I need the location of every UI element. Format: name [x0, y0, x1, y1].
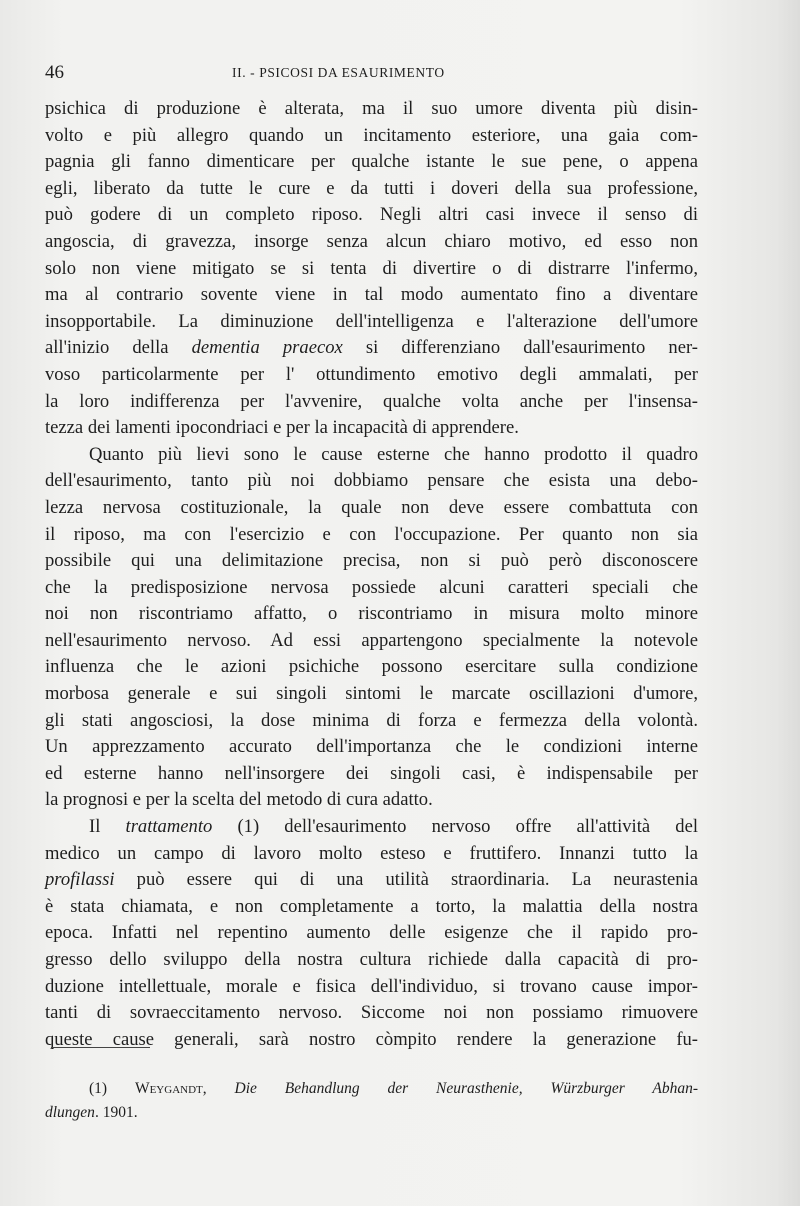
footnote-title: Die Behandlung der Neurasthenie, Würzburger Abhan-: [234, 1080, 699, 1097]
footnote-author: Weygandt: [134, 1080, 203, 1097]
text-line: è stata chiamata, e non completamente a torto, la malattia della nostra: [45, 895, 698, 917]
text-line: tanti di sovraeccitamento nervoso. Siccome noi non possiamo rimuovere: [45, 1002, 698, 1024]
page-header: [45, 62, 705, 86]
text-line: ed esterne hanno nell'insorgere dei singoli casi, è indispensabile per: [45, 762, 698, 784]
text-line: gli stati angosciosi, la dose minima di forza e fermezza della volontà.: [45, 709, 698, 731]
text-line: all'inizio della dementia praecox si differenziano dall'esaurimento ner-: [45, 337, 698, 359]
footnote-rule: [51, 1047, 150, 1048]
text-line: noi non riscontriamo affatto, o riscontriamo in misura molto minore: [45, 603, 698, 625]
text-line: pagnia gli fanno dimenticare per qualche istante le sue pene, o appena: [45, 151, 698, 173]
text-line: egli, liberato da tutte le cure e da tutti i doveri della sua professione,: [45, 177, 698, 199]
text-line: ma al contrario sovente viene in tal modo aumentato fino a diventare: [45, 284, 698, 306]
text-line: lezza nervosa costituzionale, la quale non deve essere combattuta con: [45, 496, 698, 518]
text-line: nell'esaurimento nervoso. Ad essi appartengono specialmente la notevole: [45, 629, 698, 651]
text-line: profilassi può essere qui di una utilità straordinaria. La neurastenia: [45, 869, 698, 891]
italic-term: trattamento: [125, 816, 213, 838]
text-line: Il trattamento (1) dell'esaurimento nervoso offre all'attività del: [89, 816, 698, 838]
italic-term: dementia praecox: [191, 337, 343, 359]
footnote-line-1: (1) Weygandt, Die Behandlung der Neurasthenie, Würzburger Abhan-: [89, 1080, 699, 1097]
footnote-line-2: dlungen. 1901.: [45, 1104, 138, 1121]
text-line: la prognosi e per la scelta del metodo di cura adatto.: [45, 789, 433, 811]
text-line: epoca. Infatti nel repentino aumento delle esigenze che il rapido pro-: [45, 922, 698, 944]
text-line: può godere di un completo riposo. Negli altri casi invece il senso di: [45, 204, 698, 226]
text-line: dell'esaurimento, tanto più noi dobbiamo pensare che esista una debo-: [45, 470, 698, 492]
text-line: Un apprezzamento accurato dell'importanza che le condizioni interne: [45, 736, 698, 758]
text-line: gresso dello sviluppo della nostra cultura richiede dalla capacità di pro-: [45, 949, 698, 970]
text-line: angoscia, di gravezza, insorge senza alcun chiaro motivo, ed esso non: [45, 230, 698, 252]
italic-term: profilassi: [45, 869, 115, 891]
text-line: solo non viene mitigato se si tenta di divertire o di distrarre l'infermo,: [45, 257, 698, 279]
running-head: II. - PSICOSI DA ESAURIMENTO: [232, 65, 445, 80]
text-line: morbosa generale e sui singoli sintomi le marcate oscillazioni d'umore,: [45, 683, 698, 705]
text-line: duzione intellettuale, morale e fisica dell'individuo, si trovano cause impor-: [45, 975, 698, 997]
page-number: 46: [45, 62, 64, 83]
text-line: influenza che le azioni psichiche possono esercitare sulla condizione: [45, 656, 698, 678]
text-line: possibile qui una delimitazione precisa, non si può però disconoscere: [45, 550, 698, 572]
text-line: Quanto più lievi sono le cause esterne che hanno prodotto il quadro: [89, 443, 698, 465]
text-line: volto e più allegro quando un incitamento esteriore, una gaia com-: [45, 124, 698, 146]
text-line: che la predisposizione nervosa possiede alcuni caratteri speciali che: [45, 576, 698, 598]
text-line: psichica di produzione è alterata, ma il suo umore diventa più disin-: [45, 98, 698, 119]
body-text: [45, 96, 698, 1053]
text-line: insopportabile. La diminuzione dell'intelligenza e l'alterazione dell'umore: [45, 310, 698, 332]
footnote-title-cont: dlungen: [45, 1104, 95, 1121]
text-line: voso particolarmente per l' ottundimento emotivo degli ammalati, per: [45, 363, 698, 385]
text-line: la loro indifferenza per l'avvenire, qualche volta anche per l'insensa-: [45, 390, 698, 412]
footnote-marker: (1): [89, 1080, 108, 1097]
text-line: il riposo, ma con l'esercizio e con l'occupazione. Per quanto non sia: [45, 523, 698, 545]
footnote-year: 1901.: [102, 1104, 138, 1121]
text-line: medico un campo di lavoro molto esteso e fruttifero. Innanzi tutto la: [45, 842, 698, 864]
footnote: [45, 1077, 698, 1125]
text-line: queste cause generali, sarà nostro còmpito rendere la generazione fu-: [45, 1028, 698, 1050]
text-line: tezza dei lamenti ipocondriaci e per la incapacità di apprendere.: [45, 417, 519, 439]
